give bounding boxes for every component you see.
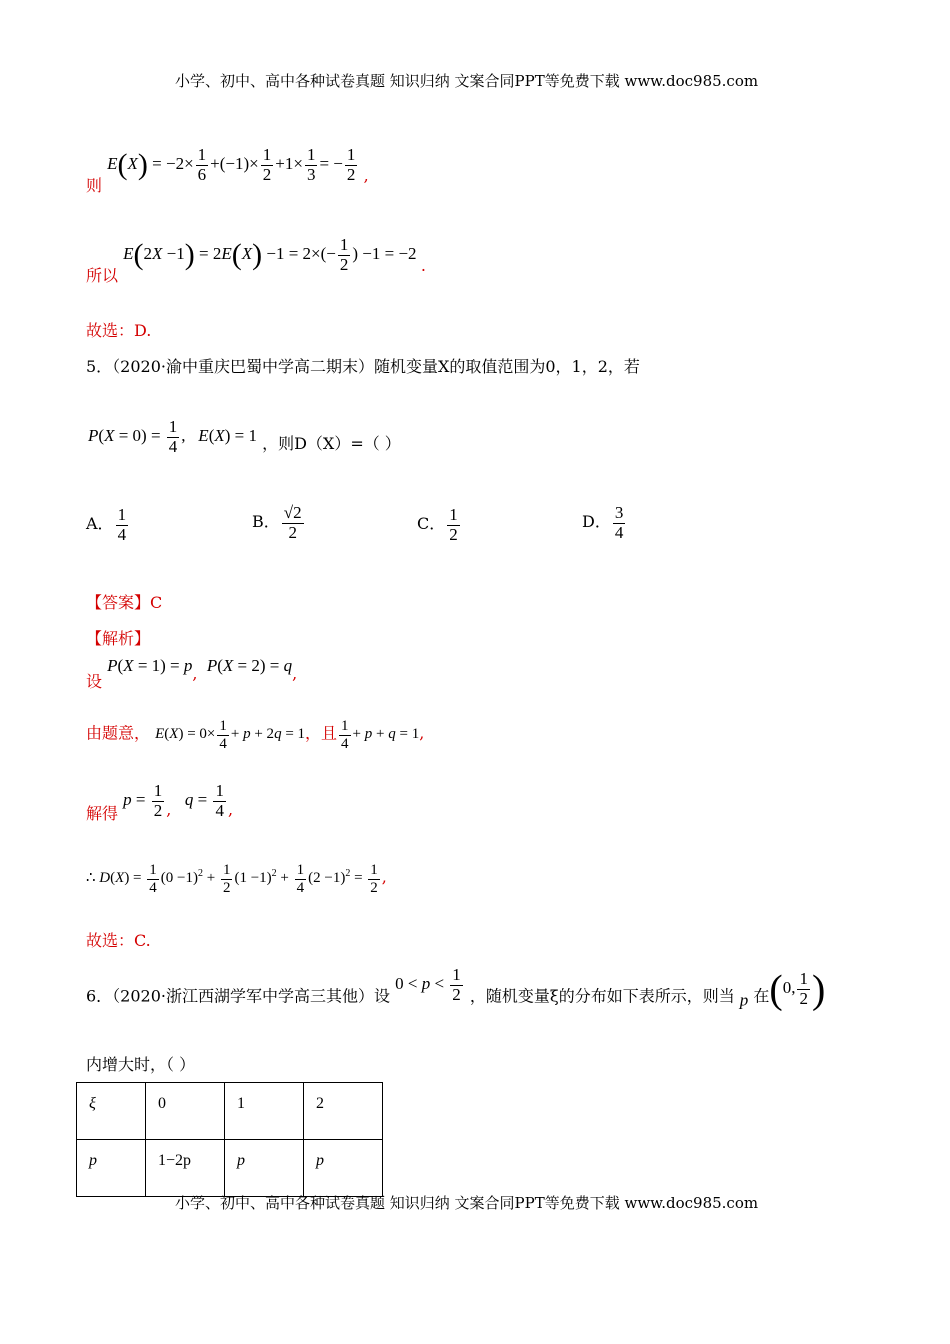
solve-line: 解得 p = $\frac{1}{2}$ , q = $\frac{1}{4}$ , xyxy=(86,781,234,824)
table-cell: p xyxy=(77,1140,146,1197)
page-header: 小学、初中、高中各种试卷真题 知识归纳 文案合同PPT等免费下载 www.doc985.com xyxy=(175,72,759,90)
option-c[interactable]: C． $\frac{1}{2}$ xyxy=(417,505,458,544)
option-a[interactable]: A． $\frac{1}{4}$ xyxy=(86,505,127,544)
table-cell: 1−2p xyxy=(146,1140,225,1197)
q5-condition-tail: ，则D（X）=（ ） xyxy=(262,434,401,454)
table-cell: ξ xyxy=(77,1083,146,1140)
expectation-line: 则 E(X) = −2× $\frac{1}{6}$ +(−1)× $\frac{1}{2}$ +1× $\frac{1}{3}$ = − $\frac{1}{2}$ , xyxy=(86,145,369,196)
table-row xyxy=(77,1083,383,1140)
formula-e2x: E(2X −1) = 2E(X) −1 = 2×(− $\frac{1}{2}$ ) −1 = −2 xyxy=(123,235,421,274)
q6-stem: 6．（2020·浙江西湖学军中学高三其他）设 0 < p < $\frac{1}{2}$ ，随机变量ξ的分布如下表所示，则当 p 在(0, $\frac{1}{2}$ ) xyxy=(86,965,826,1012)
variance-result-line: ∴ D(X) = $\frac{1}{4}$ $(0 -1)^2$ + $\frac{1}{2}$ $(1 -1)^2$ + $\frac{1}{4}$ $(2 -1)^2$ = $\frac{1}{2}$ , xyxy=(86,862,387,896)
table-cell: 2 xyxy=(304,1083,383,1140)
condition-line: 由题意， E(X) = 0× $\frac{1}{4}$ + p + 2q = 1，且 $\frac{1}{4}$ + p + q = 1, xyxy=(86,718,425,752)
option-b[interactable]: B． $\frac{√2}{2}$ xyxy=(252,503,302,542)
answer-d-line: 故选：D. xyxy=(86,321,152,340)
table-cell: 0 xyxy=(146,1083,225,1140)
suoyi-label: 所以 xyxy=(86,266,119,286)
q5-stem: 5．（2020·渝中重庆巴蜀中学高二期末）随机变量X的取值范围为0，1，2，若 xyxy=(86,357,640,376)
analysis-label: 【解析】 xyxy=(86,629,151,648)
option-d[interactable]: D． $\frac{3}{4}$ xyxy=(582,503,624,542)
distribution-table xyxy=(76,1082,383,1197)
table-cell: p xyxy=(225,1140,304,1197)
ze-label: 则 xyxy=(86,176,103,196)
table-cell: 1 xyxy=(225,1083,304,1140)
variance-transform-line: 所以 E(2X −1) = 2E(X) −1 = 2×(− $\frac{1}{2}$ ) −1 = −2 . xyxy=(86,235,426,286)
let-line: 设 P(X = 1) = p, P(X = 2) = q, xyxy=(86,656,298,691)
q6-line2: 内增大时，（ ） xyxy=(86,1055,196,1074)
answer-c-line: 故选：C. xyxy=(86,931,151,950)
q5-condition: P(X = 0) = $\frac{1}{4}$ , E(X) = 1 ，则D（X）=（ ） xyxy=(88,417,401,456)
page-footer: 小学、初中、高中各种试卷真题 知识归纳 文案合同PPT等免费下载 www.doc985.com xyxy=(175,1194,759,1212)
table-cell: p xyxy=(304,1140,383,1197)
formula-ex: E(X) = −2× $\frac{1}{6}$ +(−1)× $\frac{1}{2}$ +1× $\frac{1}{3}$ = − $\frac{1}{2}$ xyxy=(107,145,356,184)
answer-label: 【答案】C xyxy=(86,593,163,612)
table-row xyxy=(77,1140,383,1197)
